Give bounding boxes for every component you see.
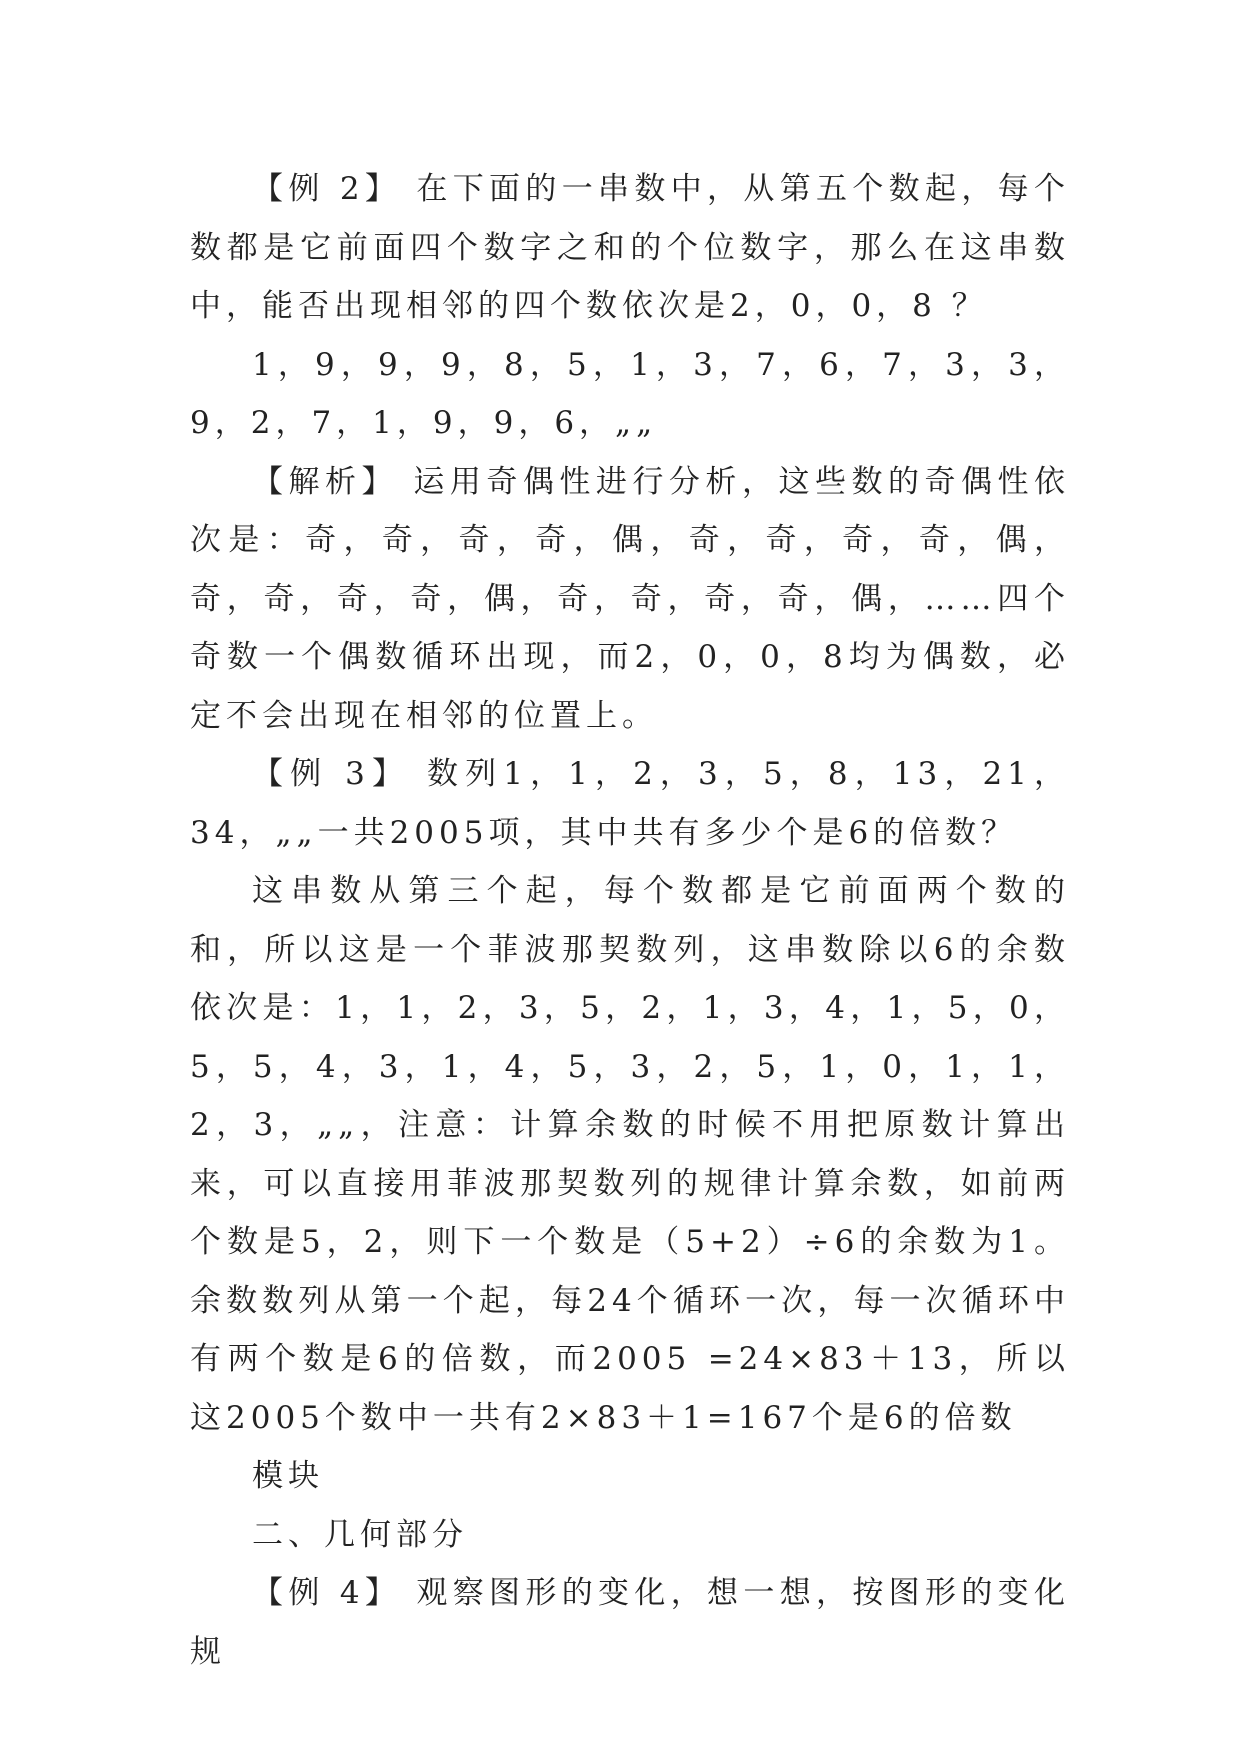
number-sequence: 1，9，9，9，8，5，1，3，7，6，7，3，3，9，2，7，1，9，9，6，„„ — [190, 346, 1070, 441]
example-3-solution: 这串数从第三个起，每个数都是它前面两个数的和，所以这是一个菲波那契数列，这串数除以6的余数依次是：1，1，2，3，5，2，1，3，4，1，5，0，5，5，4，3，1，4，5，3，2，5，1，0，1，1，2，3，„„，注意：计算余数的时候不用把原数计算出来，可以直接用菲波那契数列的规律计算余数，如前两个数是5，2，则下一个数是（5+2）÷6的余数为1。余数数列从第一个起，每24个循环一次，每一次循环中有两个数是6的倍数，而2005 =24×83＋13，所以这2005个数中一共有2×83＋1=167个是6的倍数 — [190, 873, 1070, 1436]
module-heading: 模块 — [252, 1458, 324, 1494]
example-2-solution: 【解析】 运用奇偶性进行分析，这些数的奇偶性依次是：奇，奇，奇，奇，偶，奇，奇，奇，奇，偶，奇，奇，奇，奇，偶，奇，奇，奇，奇，偶，……四个奇数一个偶数循环出现，而2，0，0，8均为偶数，必定不会出现在相邻的位置上。 — [190, 463, 1070, 734]
document-page — [190, 160, 1070, 1681]
example-4-question: 【例 4】 观察图形的变化，想一想，按图形的变化规 — [190, 1575, 1070, 1670]
section-heading-geometry: 二、几何部分 — [252, 1516, 468, 1553]
example-2-question: 【例 2】 在下面的一串数中，从第五个数起，每个数都是它前面四个数字之和的个位数字，那么在这串数中，能否出现相邻的四个数依次是2，0，0，8 ？ — [190, 171, 1070, 324]
example-3-question: 【例 3】 数列1，1，2，3，5，8，13，21，34，„„一共2005项，其中共有多少个是6的倍数？ — [190, 756, 1070, 851]
